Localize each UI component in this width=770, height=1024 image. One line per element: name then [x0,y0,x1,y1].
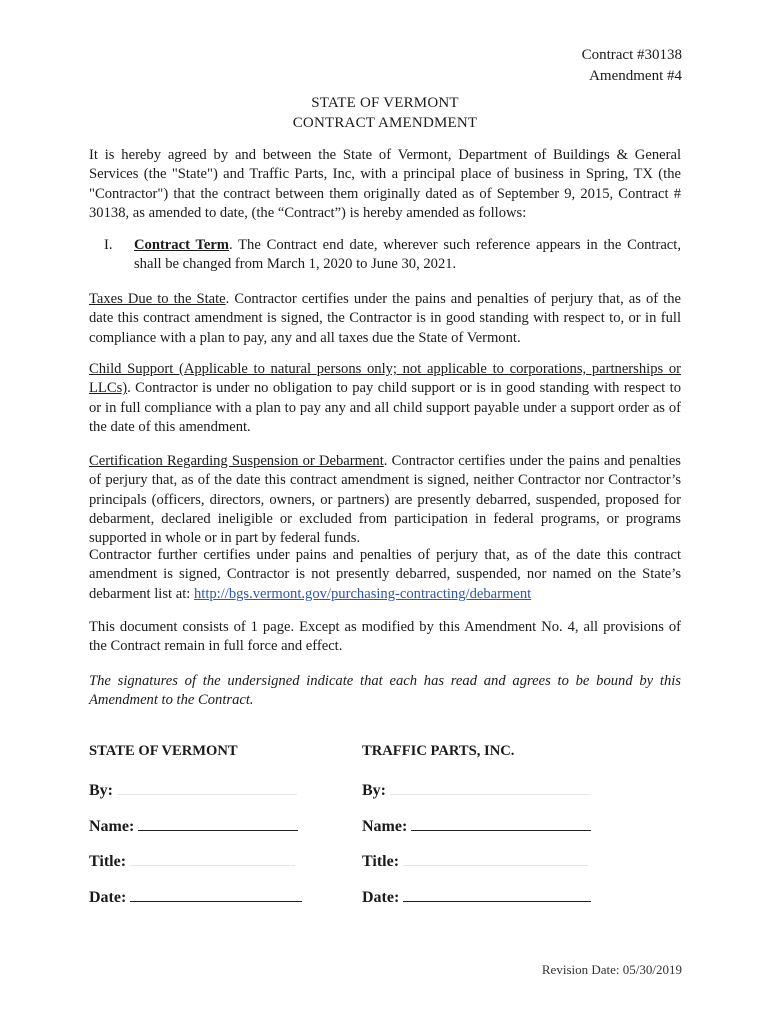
further-certification-paragraph [89,546,681,604]
state-date-row [89,887,302,907]
revision-date: Revision Date: 05/30/2019 [541,962,682,977]
title-line-2: CONTRACT AMENDMENT [292,115,478,131]
state-date-label: Date: [89,889,127,906]
contractor-date-row [362,887,591,907]
state-signature-heading: STATE OF VERMONT [89,743,238,759]
contractor-date-label: Date: [362,889,400,906]
contractor-title-row [362,851,588,871]
page-count-paragraph: This document consists of 1 page. Except as modified by this Amendment No. 4, all provisions of the Contract remain in full force and effect. [89,619,681,655]
state-signature-block [89,742,329,761]
child-support-heading: Child Support (Applicable to natural persons only; not applicable to corporations, partnerships or LLCs) [89,361,681,397]
intro-paragraph: It is hereby agreed by and between the State of Vermont, Department of Buildings & General Services (the "State") and Traffic Parts, Inc, with a principal place of business in Spring, TX (the "Contractor") that the contract between them originally dated as of September 9, 2015, Contract # 30138, as amended to date, (the “Contract”) is hereby amended as follows: [89,147,681,221]
contractor-title-line[interactable] [403,851,588,866]
state-title-line[interactable] [130,851,295,866]
debarment-paragraph [89,452,681,548]
contractor-name-label: Name: [362,818,408,835]
state-name-row [89,816,298,836]
state-name-line[interactable] [138,816,298,831]
term-section-number: I. [104,237,113,253]
signatures-note: The signatures of the undersigned indicate that each has read and agrees to be bound by this Amendment to the Contract. [89,673,681,709]
contractor-name-line[interactable] [411,816,591,831]
contract-term-text: . The Contract end date, wherever such reference appears in the Contract, shall be changed from March 1, 2020 to June 30, 2021. [134,237,681,273]
child-support-text: . Contractor is under no obligation to pay child support or is in good standing with respect to or in full compliance with a plan to pay any and all child support payable under a support order as of the date of this amendment. [89,380,681,435]
debarment-list-link[interactable]: http://bgs.vermont.gov/purchasing-contracting/debarment [193,585,532,602]
state-name-label: Name: [89,818,135,835]
contractor-by-row [362,780,590,800]
contract-header [582,45,682,87]
contractor-signature-heading: TRAFFIC PARTS, INC. [362,743,515,759]
further-certification-text: Contractor further certifies under pains and penalties of perjury that, as of the date this contract amendment is signed, Contractor is not presently debarred, suspended, nor named on the State’s debarment list at: [89,547,681,602]
contract-term-paragraph [134,236,681,275]
taxes-text: . Contractor certifies under the pains and penalties of perjury that, as of the date this contract amendment is signed, the Contractor is in good standing with respect to, or in full compliance with a plan to pay, any and all taxes due the State of Vermont. [89,291,681,346]
amendment-number: Amendment #4 [589,68,682,84]
debarment-text: . Contractor certifies under the pains and penalties of perjury that, as of the date this contract amendment is signed, neither Contractor nor Contractor’s principals (officers, directors, owners, or partners) are presently debarred, suspended, proposed for debarment, declared ineligible or excluded from participation in federal programs, or programs supported in whole or in part by federal funds. [89,453,681,547]
state-title-label: Title: [89,853,127,870]
state-date-line[interactable] [130,887,302,902]
debarment-heading: Certification Regarding Suspension or Debarment [89,453,384,469]
state-by-row [89,780,297,800]
contractor-signature-block [362,742,602,761]
state-title-row [89,851,295,871]
child-support-paragraph [89,360,681,437]
contractor-by-signature-line[interactable] [390,780,590,795]
contractor-by-label: By: [362,782,386,799]
contractor-name-row [362,816,591,836]
taxes-heading: Taxes Due to the State [89,291,226,307]
contractor-date-line[interactable] [403,887,591,902]
document-title [0,93,770,133]
state-by-label: By: [89,782,113,799]
contract-term-heading: Contract Term [134,237,229,253]
state-by-signature-line[interactable] [117,780,297,795]
taxes-paragraph [89,290,681,348]
title-line-1: STATE OF VERMONT [311,95,459,111]
contract-number: Contract #30138 [581,47,682,63]
contractor-title-label: Title: [362,853,400,870]
